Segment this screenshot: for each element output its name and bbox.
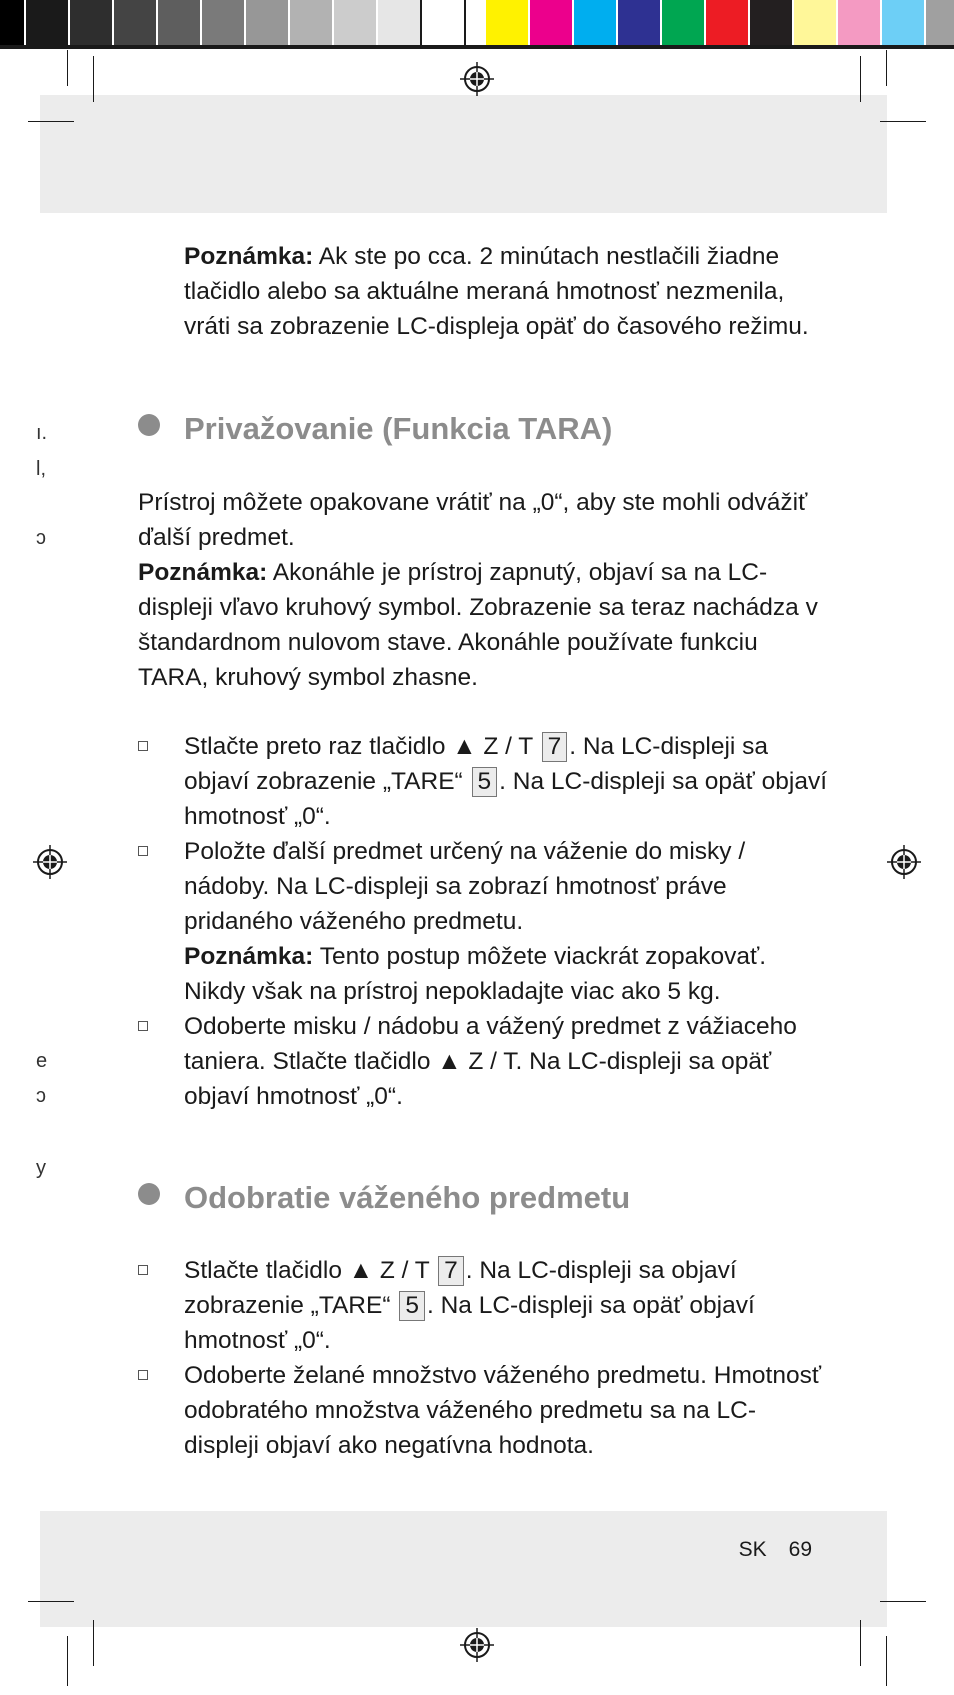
list-item (138, 1009, 828, 1114)
ref-number: 5 (472, 767, 498, 797)
step-text: . Na LC-displeji sa objaví zobrazenie „TARE“ (184, 733, 769, 795)
strip-baseline (0, 45, 954, 49)
page-footer (739, 1538, 812, 1562)
color-swatch (882, 0, 924, 45)
checkbox-bullet-icon (138, 1265, 148, 1275)
crop-mark (28, 1601, 74, 1602)
registration-mark-icon (460, 62, 494, 96)
step-text: Položte ďalší predmet určený na váženie do misky / nádoby. Na LC-displeji sa zobrazí hmotnosť práve pridaného váženého predmetu. (184, 838, 746, 935)
checkbox-bullet-icon (138, 1021, 148, 1031)
grey-swatch (422, 0, 464, 45)
section2-steps (138, 1253, 828, 1463)
color-swatch (794, 0, 836, 45)
section-heading-tara (138, 409, 612, 449)
section-heading-remove (138, 1178, 630, 1218)
step-text: Stlačte tlačidlo ▲ Z / T (184, 1257, 437, 1284)
margin-fragment: l, (36, 458, 46, 480)
note-text: Tento postup môžete viackrát zopakovať. Nikdy však na prístroj nepokladajte viac ako 5 kg. (184, 943, 767, 1005)
color-swatch (618, 0, 660, 45)
note-label: Poznámka: (184, 243, 314, 270)
registration-mark-icon (460, 1628, 494, 1662)
note-label: Poznámka: (138, 559, 268, 586)
intro-note (184, 239, 824, 344)
list-item (138, 834, 828, 1009)
bullet-dot-icon (138, 414, 160, 436)
margin-fragment: ı. (36, 422, 48, 444)
ref-number: 7 (542, 732, 568, 762)
crop-mark (880, 1601, 926, 1602)
step-text: Stlačte preto raz tlačidlo ▲ Z / T (184, 733, 540, 760)
grey-swatch (334, 0, 376, 45)
margin-fragment: ɔ (36, 527, 46, 549)
section-title: Privažovanie (Funkcia TARA) (184, 411, 613, 446)
note-text: Akonáhle je prístroj zapnutý, objaví sa na LC-displeji vľavo kruhový symbol. Zobrazenie sa teraz nachádza v štandardnom nulovom stave. Akonáhle používate funkciu TARA, kruhový symbol zhasne. (138, 559, 818, 691)
crop-mark (28, 121, 74, 122)
note-text: Ak ste po cca. 2 minútach nestlačili žiadne tlačidlo alebo sa aktuálne meraná hmotnosť nezmenila, vráti sa zobrazenie LC-displeja opäť do časového režimu. (184, 243, 809, 340)
grey-swatch (378, 0, 420, 45)
color-swatch (838, 0, 880, 45)
margin-fragment: e (36, 1050, 48, 1072)
color-swatch (706, 0, 748, 45)
color-swatch (574, 0, 616, 45)
grey-swatch (246, 0, 288, 45)
note-label: Poznámka: (184, 943, 314, 970)
grey-swatch (70, 0, 112, 45)
grey-swatch (114, 0, 156, 45)
ref-number: 7 (438, 1256, 464, 1286)
margin-fragment: y (36, 1157, 46, 1179)
color-swatch (750, 0, 792, 45)
registration-mark-icon (33, 845, 67, 879)
checkbox-bullet-icon (138, 846, 148, 856)
step-text: . Na LC-displeji sa opäť objaví hmotnosť „0“. (184, 1292, 755, 1354)
bullet-dot-icon (138, 1183, 160, 1205)
crop-mark (886, 50, 887, 86)
page-number: 69 (788, 1538, 812, 1561)
bottom-grey-band (40, 1511, 887, 1627)
section1-body (138, 485, 818, 695)
crop-mark (67, 50, 68, 86)
crop-mark (93, 1620, 94, 1666)
section1-note (138, 555, 818, 695)
registration-mark-icon (887, 845, 921, 879)
step-text: Odoberte želané množstvo váženého predmetu. Hmotnosť odobratého množstva váženého predmetu sa na LC-displeji objaví ako negatívna hodnota. (184, 1362, 822, 1459)
strip-gap (470, 0, 482, 49)
crop-mark (93, 56, 94, 102)
grey-swatch (158, 0, 200, 45)
section1-intro: Prístroj môžete opakovane vrátiť na „0“, aby ste mohli odvážiť ďalší predmet. (138, 489, 808, 551)
language-code: SK (738, 1538, 767, 1561)
list-item (138, 729, 828, 834)
color-swatch (486, 0, 528, 45)
color-swatch (530, 0, 572, 45)
crop-mark (886, 1636, 887, 1686)
top-grey-band (40, 95, 887, 213)
margin-fragment: ɔ (36, 1085, 46, 1107)
list-item (138, 1358, 828, 1463)
step-text: . Na LC-displeji sa objaví zobrazenie „TARE“ (184, 1257, 737, 1319)
section1-steps (138, 729, 828, 1114)
section-title: Odobratie váženého predmetu (184, 1180, 631, 1215)
grey-swatch (0, 0, 24, 45)
ref-number: 5 (399, 1291, 425, 1321)
crop-mark (860, 56, 861, 102)
checkbox-bullet-icon (138, 1370, 148, 1380)
grey-swatch (26, 0, 68, 45)
step-text: . Na LC-displeji sa opäť objaví hmotnosť „0“. (184, 768, 827, 830)
color-swatch (926, 0, 954, 45)
checkbox-bullet-icon (138, 741, 148, 751)
crop-mark (860, 1620, 861, 1666)
color-swatch (662, 0, 704, 45)
list-item (138, 1253, 828, 1358)
color-calibration-strip (0, 0, 954, 49)
crop-mark (880, 121, 926, 122)
grey-swatch (290, 0, 332, 45)
step-text: Odoberte misku / nádobu a vážený predmet z vážiaceho taniera. Stlačte tlačidlo ▲ Z / T. Na LC-displeji sa opäť objaví hmotnosť „0“. (184, 1013, 797, 1110)
crop-mark (67, 1636, 68, 1686)
grey-swatch (202, 0, 244, 45)
